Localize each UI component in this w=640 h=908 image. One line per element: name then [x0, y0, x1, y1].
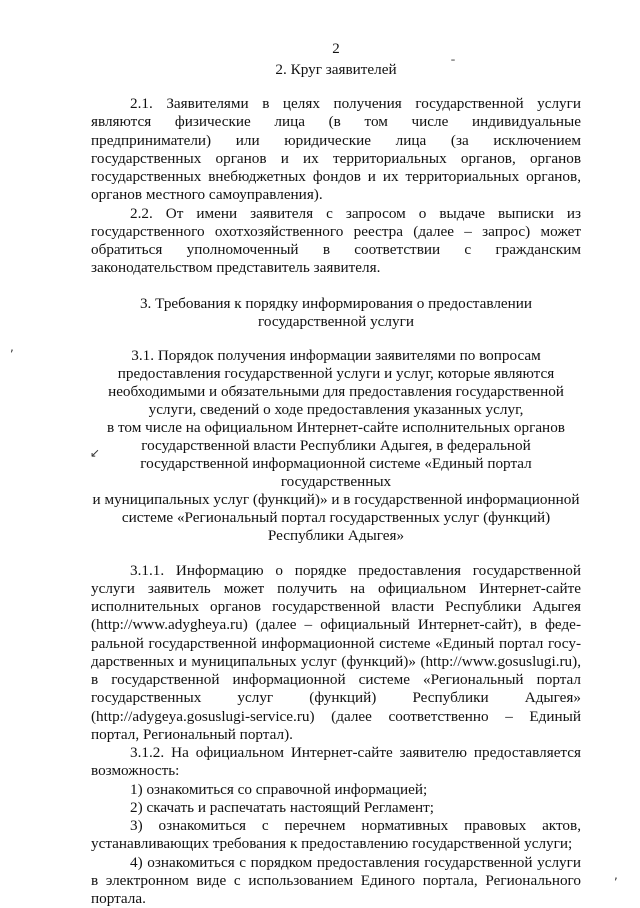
section-3-title-line: государственной услуги [91, 313, 581, 331]
paragraph-3-1-1: 3.1.1. Информацию о порядке предоставления государственной услуги заявитель может получить на официальном Интернет-сайте исполнительных органов государственной власти Республики Адыгея (http://www.adygheya.ru) (далее – официальный Интернет-сайт), в федеральной государственной информационной системе «Единый портал государственных и муниципальных услуг (функций)» (http://www.gosuslugi.ru), в государственной информационной системе «Региональный портал государственных услуг (функций) Республики Адыгея» (http://adygeya.gosuslugi-service.ru) (далее соответственно – Единый портал, Региональный портал). [91, 562, 581, 745]
paragraph-2-1: 2.1. Заявителями в целях получения государственной услуги являются физические лица (в том числе индивидуальные предприниматели) или юридические лица (за исключением государственных органов и их территориальных органов, органов государственных внебюджетных фондов и их территориальных органов, органов местного самоуправления). [91, 95, 581, 205]
subsection-title-line: и муниципальных услуг (функций)» и в государственной информационной [91, 491, 581, 509]
subsection-title-line: необходимыми и обязательными для предоставления государственной [91, 383, 581, 401]
scan-mark: , [614, 868, 618, 882]
paragraph-2-2: 2.2. От имени заявителя с запросом о выдаче выписки из государственного охотхозяйственного реестра (далее – запрос) может обратиться уполномоченный в соответствии с гражданским законодательством представитель заявителя. [91, 205, 581, 278]
scan-mark: , [10, 340, 14, 354]
list-item: 1) ознакомиться со справочной информацией; [91, 781, 581, 799]
section-2-title: 2. Круг заявителей [91, 61, 581, 79]
subsection-title-line: Республики Адыгея» [91, 527, 581, 545]
section-3-title-line: 3. Требования к порядку информирования о предоставлении [91, 295, 581, 313]
subsection-title-line: услуги, сведений о ходе предоставления указанных услуг, [91, 401, 581, 419]
subsection-title-line: 3.1. Порядок получения информации заявителями по вопросам [91, 347, 581, 365]
subsection-title-line: в том числе на официальном Интернет-сайте исполнительных органов [91, 419, 581, 437]
paragraph-3-1-2: 3.1.2. На официальном Интернет-сайте заявителю предоставляется возможность: [91, 744, 581, 781]
scan-mark: ˉ [450, 58, 456, 72]
list-item: 4) ознакомиться с порядком предоставления государственной услуги в электронном виде с использованием Единого портала, Регионального портала. [91, 854, 581, 908]
list-item: 3) ознакомиться с перечнем нормативных правовых актов, устанавливающих требования к предоставлению государственной услуги; [91, 817, 581, 854]
scan-mark: ↙ [90, 446, 100, 460]
page-number: 2 [91, 40, 581, 58]
document-page [91, 40, 581, 908]
subsection-3-1-title [91, 347, 581, 545]
section-3-title [91, 295, 581, 331]
subsection-title-line: предоставления государственной услуги и услуг, которые являются [91, 365, 581, 383]
subsection-title-line: государственной информационной системе «Единый портал государственных [91, 455, 581, 491]
subsection-title-line: системе «Региональный портал государственных услуг (функций) [91, 509, 581, 527]
subsection-title-line: государственной власти Республики Адыгея, в федеральной [91, 437, 581, 455]
list-item: 2) скачать и распечатать настоящий Регламент; [91, 799, 581, 817]
